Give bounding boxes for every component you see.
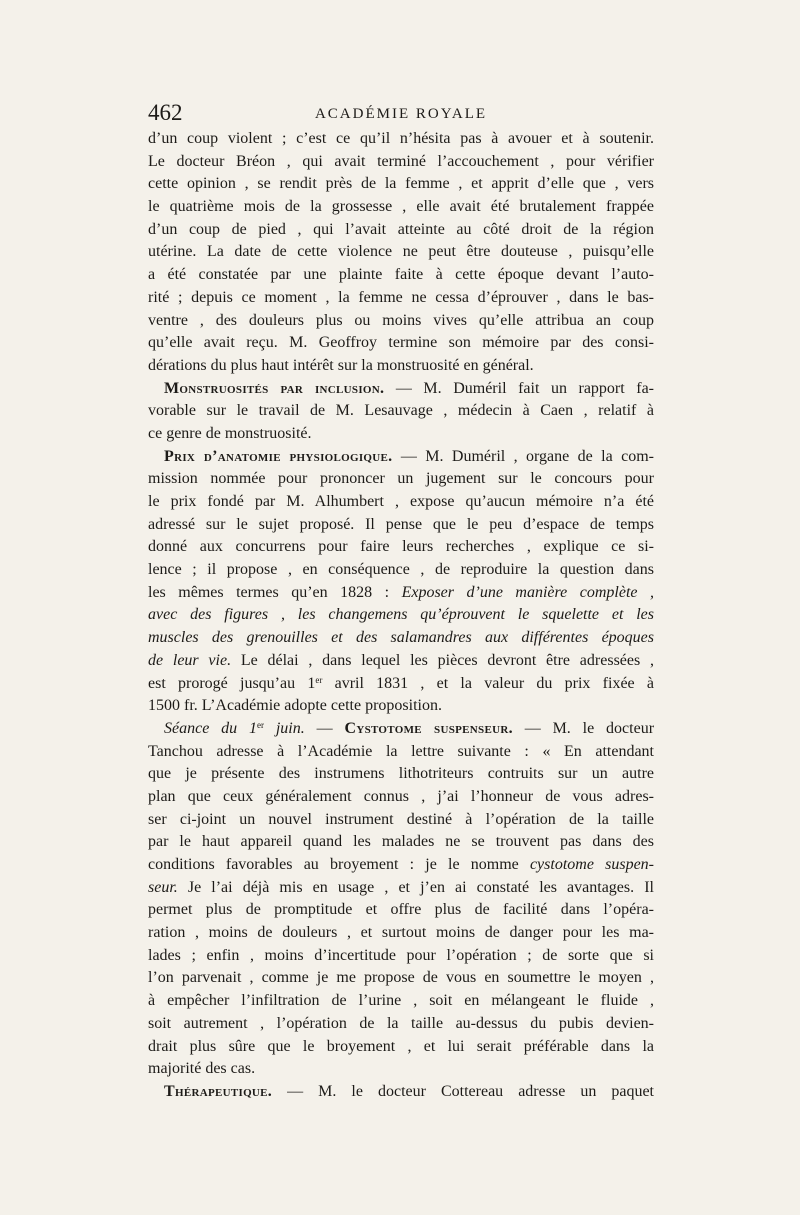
text-segment: juin. [264,719,305,737]
text-segment: le prix fondé par M. Alhumbert , expose qu’aucun mémoire n’a été [148,493,654,510]
text-line [148,332,654,355]
text-segment: par le haut appareil quand les malades ne se trouvent pas dans des [148,833,654,851]
text-segment: rité ; depuis ce moment , la femme ne cessa d’éprouver , dans le bas- [148,288,654,306]
text-segment: permet plus de promptitude et offre plus de facilité dans l’opéra- [148,901,654,919]
text-segment: avril 1831 , et la valeur du prix fixée à [322,674,654,692]
text-segment: les mêmes termes qu’en 1828 : [148,583,402,601]
text-segment: l’on parvenait , comme je me propose de vous en soumettre le moyen , [148,969,654,987]
text-segment: d’un coup violent ; c’est ce qu’il n’hésita pas à avouer et à soutenir. [148,130,654,147]
text-segment: mission nommée pour prononcer un jugement sur le concours pour [148,470,654,488]
text-line [148,514,654,537]
text-segment: à empêcher l’infiltration de l’urine , soit en mélangeant le fluide , [148,992,654,1010]
text-line [148,491,654,514]
text-line [148,287,654,310]
text-line [148,468,654,491]
text-segment: Séance du 1 [164,719,258,737]
text-line [148,219,654,242]
text-line [148,310,654,333]
text-segment: er [257,719,265,730]
text-segment: seur. [148,878,178,896]
text-segment: qu’elle avait reçu. M. Geoffroy termine son mémoire par des consi- [148,334,654,352]
text-segment: est prorogé jusqu’au 1 [148,674,316,692]
text-line [148,1081,654,1104]
text-line [148,786,654,809]
text-segment: a été constatée par une plainte faite à cette époque devant l’auto- [148,266,654,284]
text-line [148,922,654,945]
text-line [148,763,654,786]
text-segment: lence ; il propose , en conséquence , de reproduire la question dans [148,561,654,579]
running-title: ACADÉMIE ROYALE [314,106,488,122]
text-segment: plan que ceux généralement connus , j’ai l’honneur de vous adres- [148,787,654,805]
text-segment: donné aux concurrens pour faire leurs recherches , explique ce si- [148,538,654,556]
text-segment: de leur vie. [148,651,232,669]
text-line [148,1058,654,1081]
text-segment: le quatrième mois de la grossesse , elle avait été brutalement frappée [148,198,654,216]
text-line [148,1036,654,1059]
text-line [148,128,654,151]
text-line [148,151,654,174]
text-segment: utérine. La date de cette violence ne peut être douteuse , puisqu’elle [148,243,654,261]
text-line [148,400,654,423]
text-line [148,173,654,196]
section-heading: Prix d’anatomie physiologique. [164,447,393,465]
text-line [148,967,654,990]
text-segment: majorité des cas. [148,1060,256,1078]
text-line [148,899,654,922]
text-line [148,877,654,900]
text-segment: d’un coup de pied , qui l’avait atteinte au côté droit de la région [148,220,654,238]
text-segment: lades ; enfin , moins d’incertitude pour l’opération ; de sorte que si [148,946,654,964]
text-segment: Le délai , dans lequel les pièces devront être adressées , [231,651,654,669]
section-heading: Thérapeutique. [164,1082,273,1100]
text-segment: — M. le docteur [512,719,654,737]
text-line [148,741,654,764]
text-segment: cette opinion , se rendit près de la femme , et apprit d’elle que , vers [148,175,654,193]
text-line [148,945,654,968]
text-line [148,695,654,718]
text-segment: cystotome suspen- [529,856,654,873]
text-segment: er [315,674,323,685]
text-segment: ce genre de monstruosité. [148,424,312,442]
text-line [148,241,654,264]
text-segment: — M. le docteur Cottereau adresse un paquet [272,1082,654,1100]
text-segment: Tanchou adresse à l’Académie la lettre suivante : « En attendant [148,742,654,760]
body-text [148,128,654,1104]
text-line [148,423,654,446]
text-segment: — M. Duméril fait un rapport fa- [384,379,654,397]
text-segment: — [304,719,345,737]
text-line [148,582,654,605]
text-line [148,718,654,741]
text-line [148,559,654,582]
text-line [148,355,654,378]
text-segment: Je l’ai déjà mis en usage , et j’en ai constaté les avantages. Il [177,878,654,896]
text-segment: soit autrement , l’opération de la taille au-dessus du pubis devien- [148,1014,654,1032]
text-segment: ventre , des douleurs plus ou moins vives qu’elle attribua an coup [148,311,654,329]
text-segment: conditions favorables au broyement : je le nomme [148,856,530,873]
text-segment: — M. Duméril , organe de la com- [392,447,654,465]
text-segment: Exposer d’une manière complète , [401,583,654,601]
text-line [148,536,654,559]
text-line [148,673,654,696]
text-line [148,854,654,877]
text-segment: dérations du plus haut intérêt sur la monstruosité en général. [148,356,534,374]
text-segment: que je présente des instrumens lithotriteurs contruits sur un autre [148,765,654,783]
text-line [148,650,654,673]
text-segment: Le docteur Bréon , qui avait terminé l’accouchement , pour vérifier [148,152,654,170]
running-head [148,100,654,126]
text-segment: 1500 fr. L’Académie adopte cette proposition. [148,697,442,715]
text-line [148,809,654,832]
text-segment: adressé sur le sujet proposé. Il pense que le peu d’espace de temps [148,515,654,533]
text-line [148,264,654,287]
section-heading: Cystotome suspenseur. [344,719,513,737]
text-segment: muscles des grenouilles et des salamandres aux différentes époques [148,629,654,647]
text-line [148,1013,654,1036]
text-segment: avec des figures , les changemens qu’éprouvent le squelette et les [148,606,654,624]
section-heading: Monstruosités par inclusion. [164,379,385,397]
text-line [148,446,654,469]
text-line [148,378,654,401]
text-line [148,604,654,627]
text-segment: drait plus sûre que le broyement , et lui serait préférable dans la [148,1037,654,1055]
text-line [148,627,654,650]
text-segment: ser ci-joint un nouvel instrument destiné à l’opération de la taille [148,810,654,828]
text-segment: ration , moins de douleurs , et surtout moins de danger pour les ma- [148,924,654,942]
text-line [148,990,654,1013]
text-line [148,831,654,854]
page-number: 462 [148,100,183,125]
text-line [148,196,654,219]
text-segment: vorable sur le travail de M. Lesauvage , médecin à Caen , relatif à [148,402,654,420]
